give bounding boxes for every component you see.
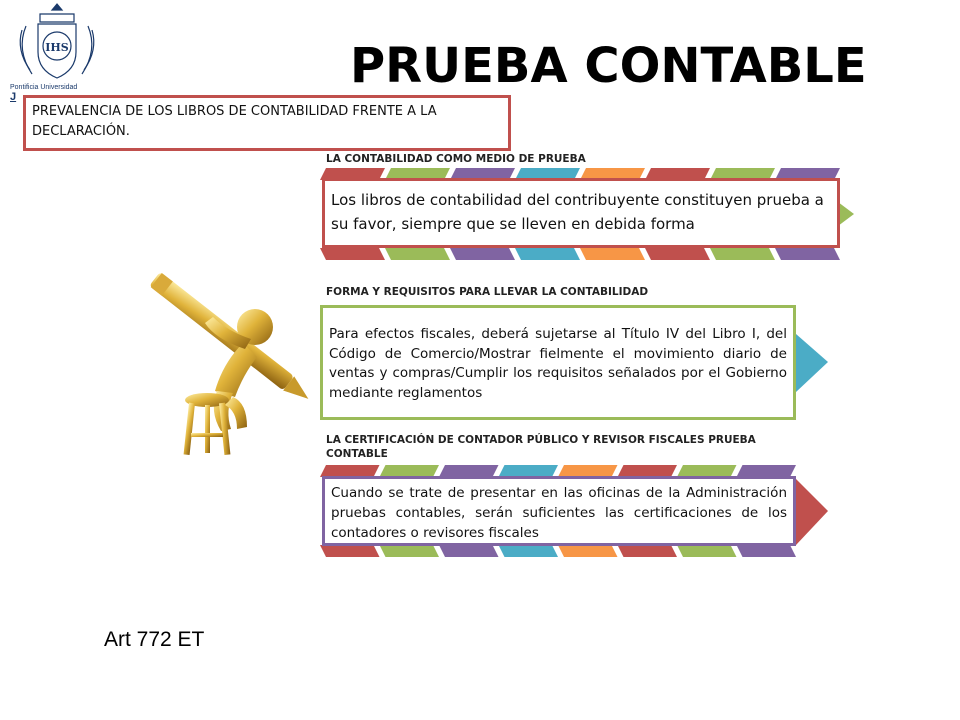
band-1-stripes-bottom	[320, 248, 840, 260]
section-label-2: FORMA Y REQUISITOS PARA LLEVAR LA CONTABILIDAD	[326, 286, 649, 298]
band-stripe	[439, 545, 499, 557]
band-stripe	[775, 248, 840, 260]
band-stripe	[385, 248, 450, 260]
band-stripe	[558, 545, 618, 557]
page-title: PRUEBA CONTABLE	[350, 38, 867, 94]
logo-initial: J	[10, 91, 17, 103]
band-2-arrowhead	[796, 334, 828, 392]
band-stripe	[450, 248, 515, 260]
band-3-stripes-bottom	[320, 545, 796, 557]
band-stripe	[677, 545, 737, 557]
section-text-3: Cuando se trate de presentar en las oficinas de la Administración pruebas contables, serán suficientes las certificaciones de los contadores o revisores fiscales	[322, 476, 796, 546]
band-stripe	[737, 545, 797, 557]
section-text-1: Los libros de contabilidad del contribuyente constituyen prueba a su favor, siempre que se lleven en debida forma	[322, 178, 840, 248]
band-stripe	[618, 545, 678, 557]
article-reference: Art 772 ET	[104, 628, 205, 651]
band-stripe	[580, 248, 645, 260]
band-stripe	[515, 248, 580, 260]
band-stripe	[320, 545, 380, 557]
band-stripe	[380, 545, 440, 557]
section-label-3: LA CERTIFICACIÓN DE CONTADOR PÚBLICO Y REVISOR FISCALES PRUEBA CONTABLE	[326, 434, 756, 460]
band-stripe	[499, 545, 559, 557]
band-stripe	[710, 248, 775, 260]
golden-figure-with-pencil-illustration	[125, 255, 340, 465]
logo-caption-text: Pontificia Universidad	[10, 84, 78, 91]
band-3-arrowhead	[796, 479, 828, 545]
band-1-arrowhead	[838, 202, 854, 226]
prevalencia-box: PREVALENCIA DE LOS LIBROS DE CONTABILIDAD FRENTE A LA DECLARACIÓN.	[23, 95, 511, 151]
section-label-1: LA CONTABILIDAD COMO MEDIO DE PRUEBA	[326, 153, 586, 165]
seal-text: IHS	[45, 41, 69, 54]
section-text-2: Para efectos fiscales, deberá sujetarse al Título IV del Libro I, del Código de Comercio/Mostrar fielmente el movimiento diario de ventas y compras/Cumplir los requisitos señalados por el Gobierno mediante reglamentos	[320, 305, 796, 420]
band-stripe	[645, 248, 710, 260]
